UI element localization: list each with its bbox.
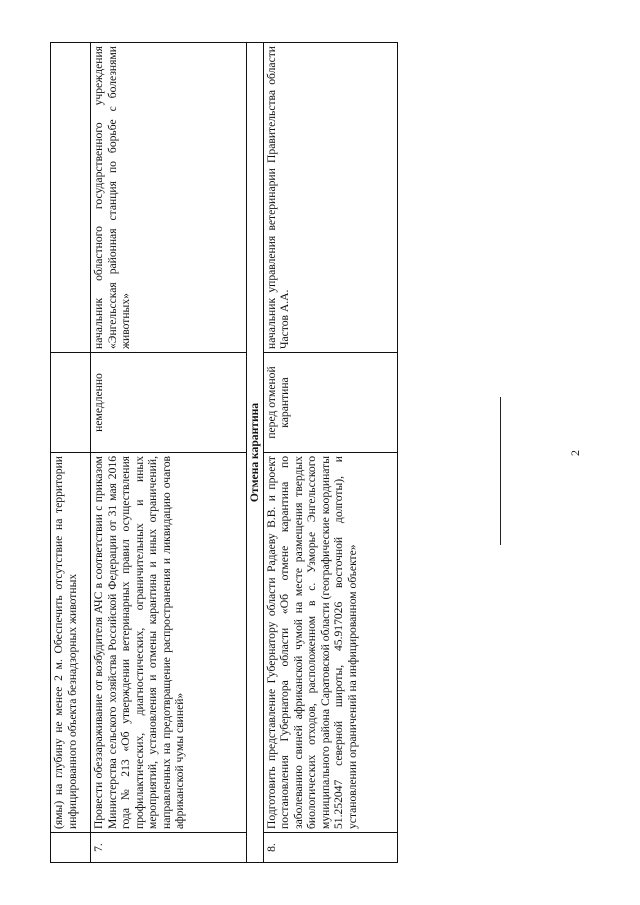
section-row bbox=[247, 43, 264, 863]
term-text: перед отменой карантина bbox=[263, 353, 397, 453]
footer-rule bbox=[500, 397, 501, 545]
table-row bbox=[263, 43, 397, 863]
term-text: немедленно bbox=[91, 353, 247, 453]
term-text bbox=[51, 353, 91, 453]
responsible-text bbox=[51, 43, 91, 353]
responsible-text: начальник управления ветеринарии Правительства области Частов А.А. bbox=[263, 43, 397, 353]
measure-text: (ямы) на глубину не менее 2 м. Обеспечить отсутствие на территории инфицированного объекта безнадзорных животных bbox=[51, 453, 91, 833]
row-number bbox=[51, 833, 91, 863]
section-title: Отмена карантина bbox=[247, 43, 264, 863]
table-row bbox=[51, 43, 91, 863]
rotated-sheet bbox=[50, 43, 590, 863]
measures-table bbox=[50, 42, 398, 863]
measure-text: Провести обеззараживание от возбудителя АЧС в соответствии с приказом Министерства сельского хозяйства Российской Федерации от 31 мая 2016 года № 213 «Об утверждении ветеринарных правил осуществления профилактических, диагностических, ограничительных и иных мероприятий, установления и отмены карантина и иных ограничений, направленных на предотвращение распространения и ликвидацию очагов африканской чумы свиней» bbox=[91, 453, 247, 833]
page-number: 2 bbox=[568, 450, 582, 456]
table-row bbox=[91, 43, 247, 863]
row-number: 7. bbox=[91, 833, 247, 863]
measure-text: Подготовить представление Губернатору области Радаеву В.В. и проект постановления Губернатора области «Об отмене карантина по заболеванию свиней африканской чумой на месте размещения твердых биологических отходов, расположенном в с. Узморье Энгельсского муниципального района Саратовской области (географические координаты 51.252047 северной широты, 45.917026 восточной долготы), и установлении ограничений на инфицированном объекте» bbox=[263, 453, 397, 833]
responsible-text: начальник областного государственного учреждения «Энгельсская районная станция по борьбе с болезнями животных» bbox=[91, 43, 247, 353]
row-number: 8. bbox=[263, 833, 397, 863]
